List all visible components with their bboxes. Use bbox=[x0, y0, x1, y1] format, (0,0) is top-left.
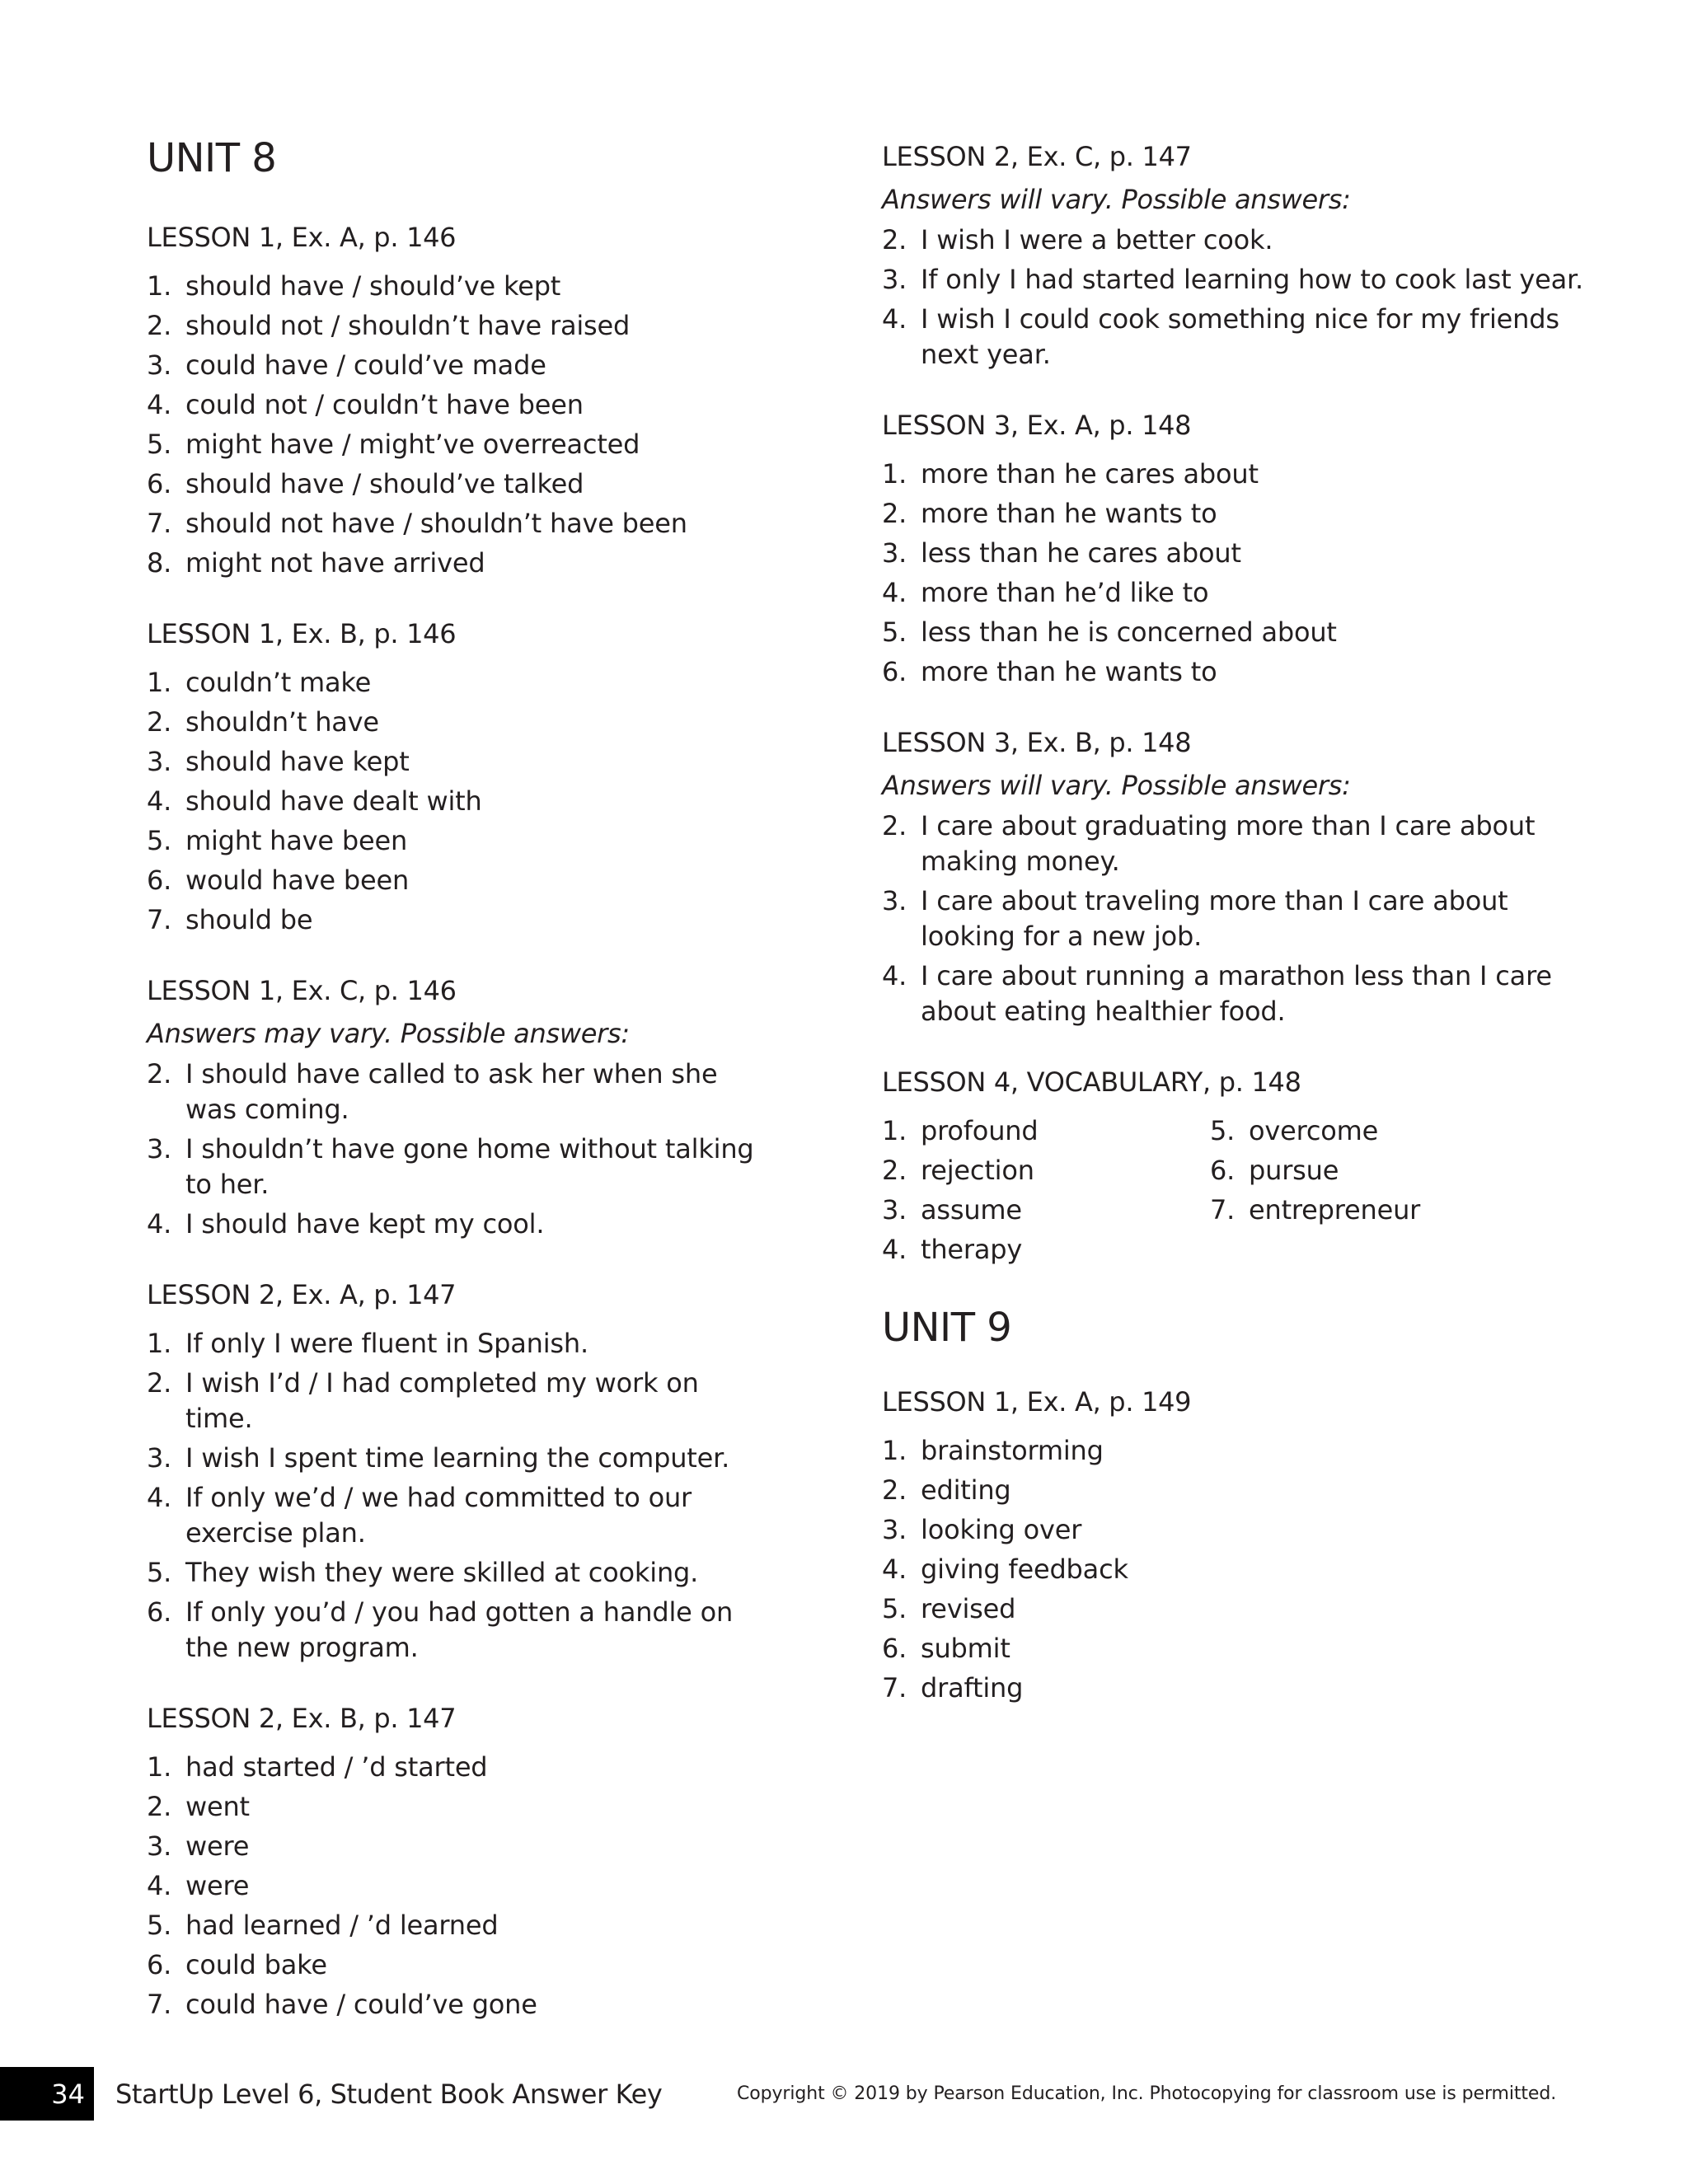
lesson-heading: LESSON 2, Ex. B, p. 147 bbox=[147, 1703, 457, 1734]
item-number: 5. bbox=[882, 1593, 907, 1624]
item-text: might have / might’ve overreacted bbox=[185, 429, 640, 460]
lesson-section bbox=[147, 221, 773, 581]
item-text: therapy bbox=[921, 1234, 1023, 1265]
item-text: drafting bbox=[921, 1672, 1024, 1704]
lesson-heading: LESSON 1, Ex. A, p. 149 bbox=[882, 1386, 1192, 1418]
item-text: I shouldn’t have gone home without talking to her. bbox=[185, 1133, 754, 1200]
answer-item bbox=[882, 1153, 1210, 1188]
answer-item bbox=[147, 784, 773, 819]
item-text: rejection bbox=[921, 1155, 1034, 1186]
unit-9-title: UNIT 9 bbox=[882, 1305, 1012, 1351]
answer-item bbox=[882, 1232, 1210, 1268]
item-number: 6. bbox=[1210, 1155, 1236, 1186]
answer-item bbox=[882, 808, 1607, 879]
page-number: 34 bbox=[0, 2067, 94, 2121]
item-number: 4. bbox=[147, 1208, 172, 1240]
answer-item bbox=[147, 1441, 773, 1476]
answer-item bbox=[147, 546, 773, 581]
answer-item bbox=[147, 1868, 773, 1904]
item-number: 4. bbox=[147, 1870, 172, 1901]
item-number: 5. bbox=[147, 1557, 172, 1588]
item-number: 3. bbox=[882, 885, 907, 916]
item-text: I wish I could cook something nice for my friends next year. bbox=[921, 303, 1559, 370]
answer-item bbox=[147, 863, 773, 898]
left-column bbox=[147, 135, 773, 2059]
answer-item bbox=[882, 1473, 1607, 1508]
vocabulary-columns bbox=[882, 1113, 1607, 1272]
item-number: 7. bbox=[882, 1672, 907, 1704]
answer-item bbox=[147, 1908, 773, 1943]
answer-item bbox=[882, 883, 1607, 954]
item-number: 2. bbox=[147, 1791, 172, 1822]
item-text: should have kept bbox=[185, 746, 410, 777]
item-number: 7. bbox=[147, 904, 172, 935]
item-text: might have been bbox=[185, 825, 408, 856]
item-number: 7. bbox=[147, 508, 172, 539]
item-text: could bake bbox=[185, 1949, 327, 1980]
answer-list bbox=[147, 665, 773, 938]
answer-item bbox=[147, 308, 773, 344]
item-text: giving feedback bbox=[921, 1554, 1128, 1585]
lesson-section bbox=[882, 1385, 1607, 1706]
answer-item bbox=[147, 1750, 773, 1785]
answer-item bbox=[882, 1512, 1607, 1548]
item-number: 2. bbox=[882, 810, 907, 841]
book-title: StartUp Level 6, Student Book Answer Key bbox=[115, 2078, 663, 2110]
answer-item bbox=[147, 744, 773, 780]
item-number: 5. bbox=[147, 1910, 172, 1941]
answer-item bbox=[882, 536, 1607, 571]
answer-item bbox=[147, 1595, 773, 1666]
item-text: more than he cares about bbox=[921, 458, 1259, 490]
item-text: assume bbox=[921, 1194, 1022, 1226]
page-footer bbox=[0, 2067, 1688, 2121]
item-text: If only we’d / we had committed to our exercise plan. bbox=[185, 1482, 692, 1549]
item-number: 7. bbox=[147, 1989, 172, 2020]
item-number: 1. bbox=[147, 1751, 172, 1783]
answer-item bbox=[882, 1671, 1607, 1706]
item-number: 2. bbox=[147, 1058, 172, 1090]
vocabulary-section bbox=[882, 1066, 1607, 1272]
answer-item bbox=[147, 1207, 773, 1242]
item-number: 5. bbox=[1210, 1115, 1236, 1146]
lesson-heading: LESSON 1, Ex. B, p. 146 bbox=[147, 618, 457, 649]
answer-item bbox=[147, 1555, 773, 1591]
item-number: 3. bbox=[147, 1442, 172, 1474]
item-number: 3. bbox=[882, 264, 907, 295]
vocabulary-list-col2 bbox=[1210, 1113, 1538, 1272]
answer-item bbox=[147, 1132, 773, 1202]
item-text: could have / could’ve gone bbox=[185, 1989, 537, 2020]
lesson-section bbox=[147, 617, 773, 938]
item-text: were bbox=[185, 1830, 250, 1862]
answer-list bbox=[147, 269, 773, 581]
item-number: 4. bbox=[882, 1554, 907, 1585]
item-number: 3. bbox=[882, 1514, 907, 1545]
item-text: I wish I’d / I had completed my work on time. bbox=[185, 1367, 699, 1434]
item-text: might not have arrived bbox=[185, 547, 485, 579]
item-number: 6. bbox=[147, 1596, 172, 1628]
answer-item bbox=[882, 1433, 1607, 1469]
item-text: could not / couldn’t have been bbox=[185, 389, 584, 420]
item-text: should have / should’ve talked bbox=[185, 468, 584, 499]
item-text: They wish they were skilled at cooking. bbox=[185, 1557, 699, 1588]
item-number: 6. bbox=[147, 865, 172, 896]
lesson-heading: LESSON 2, Ex. A, p. 147 bbox=[147, 1279, 457, 1310]
answer-list bbox=[882, 1433, 1607, 1706]
answer-item bbox=[147, 902, 773, 938]
answer-item bbox=[147, 1789, 773, 1825]
item-text: brainstorming bbox=[921, 1435, 1104, 1466]
answer-item bbox=[882, 496, 1607, 532]
item-text: had learned / ’d learned bbox=[185, 1910, 499, 1941]
lesson-section bbox=[882, 140, 1607, 373]
lesson-section bbox=[882, 409, 1607, 690]
lesson-heading: LESSON 3, Ex. B, p. 148 bbox=[882, 727, 1192, 758]
answer-item bbox=[1210, 1113, 1538, 1149]
answer-item bbox=[882, 1113, 1210, 1149]
item-number: 4. bbox=[147, 389, 172, 420]
lesson-heading: LESSON 1, Ex. C, p. 146 bbox=[147, 975, 457, 1006]
answer-note: Answers will vary. Possible answers: bbox=[882, 770, 1351, 801]
answer-item bbox=[1210, 1193, 1538, 1228]
answer-item bbox=[882, 457, 1607, 492]
item-number: 1. bbox=[147, 270, 172, 302]
item-text: revised bbox=[921, 1593, 1016, 1624]
item-text: were bbox=[185, 1870, 250, 1901]
right-column bbox=[882, 140, 1607, 1742]
lesson-section bbox=[147, 1278, 773, 1666]
item-text: I should have called to ask her when she was coming. bbox=[185, 1058, 718, 1125]
item-text: less than he cares about bbox=[921, 537, 1241, 569]
answer-item bbox=[882, 1591, 1607, 1627]
item-text: went bbox=[185, 1791, 250, 1822]
item-text: more than he’d like to bbox=[921, 577, 1209, 608]
item-text: I care about running a marathon less than I care about eating healthier food. bbox=[921, 960, 1552, 1027]
answer-item bbox=[147, 1947, 773, 1983]
item-text: If only I had started learning how to cook last year. bbox=[921, 264, 1584, 295]
item-number: 4. bbox=[147, 785, 172, 817]
item-number: 1. bbox=[882, 458, 907, 490]
item-number: 1. bbox=[882, 1435, 907, 1466]
answer-item bbox=[882, 1631, 1607, 1666]
item-text: submit bbox=[921, 1633, 1010, 1664]
item-number: 2. bbox=[882, 498, 907, 529]
answer-item bbox=[882, 1193, 1210, 1228]
item-text: had started / ’d started bbox=[185, 1751, 488, 1783]
answer-item bbox=[147, 348, 773, 383]
answer-list bbox=[882, 223, 1607, 373]
item-number: 2. bbox=[147, 1367, 172, 1399]
lesson-section bbox=[147, 974, 773, 1242]
item-number: 3. bbox=[147, 349, 172, 381]
answer-item bbox=[147, 466, 773, 502]
item-number: 4. bbox=[147, 1482, 172, 1513]
answer-item bbox=[882, 223, 1607, 258]
lesson-heading: LESSON 3, Ex. A, p. 148 bbox=[882, 410, 1192, 441]
item-number: 2. bbox=[882, 1474, 907, 1506]
answer-list bbox=[147, 1750, 773, 2022]
item-number: 4. bbox=[882, 577, 907, 608]
item-text: profound bbox=[921, 1115, 1039, 1146]
item-text: would have been bbox=[185, 865, 410, 896]
vocabulary-list-col1 bbox=[882, 1113, 1210, 1272]
answer-item bbox=[147, 823, 773, 859]
item-text: If only you’d / you had gotten a handle on the new program. bbox=[185, 1596, 734, 1663]
item-number: 2. bbox=[147, 310, 172, 341]
item-number: 6. bbox=[147, 1949, 172, 1980]
item-number: 4. bbox=[882, 303, 907, 335]
answer-item bbox=[147, 1829, 773, 1864]
answer-item bbox=[147, 506, 773, 541]
item-number: 5. bbox=[147, 429, 172, 460]
item-number: 3. bbox=[147, 1830, 172, 1862]
item-text: entrepreneur bbox=[1249, 1194, 1421, 1226]
unit-8-title: UNIT 8 bbox=[147, 135, 277, 181]
item-text: should not have / shouldn’t have been bbox=[185, 508, 687, 539]
answer-item bbox=[147, 1057, 773, 1127]
item-text: If only I were fluent in Spanish. bbox=[185, 1328, 588, 1359]
lesson-section bbox=[147, 1702, 773, 2022]
answer-list bbox=[882, 457, 1607, 690]
item-number: 2. bbox=[882, 1155, 907, 1186]
copyright-notice: Copyright © 2019 by Pearson Education, Inc. Photocopying for classroom use is permitted. bbox=[737, 2083, 1557, 2104]
item-number: 5. bbox=[882, 616, 907, 648]
item-text: could have / could’ve made bbox=[185, 349, 546, 381]
answer-item bbox=[147, 1366, 773, 1436]
item-text: shouldn’t have bbox=[185, 706, 379, 738]
item-text: I should have kept my cool. bbox=[185, 1208, 545, 1240]
answer-item bbox=[882, 654, 1607, 690]
item-text: editing bbox=[921, 1474, 1011, 1506]
answer-list bbox=[147, 1326, 773, 1666]
item-text: I wish I were a better cook. bbox=[921, 224, 1273, 255]
answer-item bbox=[147, 1326, 773, 1361]
answer-item bbox=[1210, 1153, 1538, 1188]
item-text: I wish I spent time learning the computer. bbox=[185, 1442, 730, 1474]
answer-item bbox=[147, 705, 773, 740]
item-number: 3. bbox=[147, 746, 172, 777]
lesson-section bbox=[882, 726, 1607, 1029]
answer-item bbox=[882, 958, 1607, 1029]
item-text: overcome bbox=[1249, 1115, 1379, 1146]
item-number: 6. bbox=[147, 468, 172, 499]
answer-item bbox=[882, 302, 1607, 373]
answer-item bbox=[147, 427, 773, 462]
lesson-heading: LESSON 2, Ex. C, p. 147 bbox=[882, 141, 1192, 172]
answer-list bbox=[147, 1057, 773, 1242]
right-sections bbox=[882, 140, 1607, 1029]
item-text: I care about graduating more than I care about making money. bbox=[921, 810, 1536, 877]
item-text: more than he wants to bbox=[921, 656, 1217, 687]
item-number: 5. bbox=[147, 825, 172, 856]
item-number: 6. bbox=[882, 656, 907, 687]
answer-note: Answers will vary. Possible answers: bbox=[882, 184, 1351, 215]
answer-item bbox=[147, 665, 773, 701]
answer-list bbox=[882, 808, 1607, 1029]
item-number: 4. bbox=[882, 1234, 907, 1265]
item-text: I care about traveling more than I care about looking for a new job. bbox=[921, 885, 1508, 952]
item-number: 4. bbox=[882, 960, 907, 991]
item-number: 2. bbox=[882, 224, 907, 255]
unit-9-sections bbox=[882, 1385, 1607, 1706]
answer-item bbox=[882, 1552, 1607, 1587]
answer-item bbox=[882, 262, 1607, 298]
item-number: 3. bbox=[147, 1133, 172, 1165]
item-text: couldn’t make bbox=[185, 667, 372, 698]
answer-item bbox=[882, 615, 1607, 650]
item-text: should not / shouldn’t have raised bbox=[185, 310, 631, 341]
answer-item bbox=[147, 1480, 773, 1551]
left-sections bbox=[147, 221, 773, 2022]
item-number: 1. bbox=[882, 1115, 907, 1146]
answer-item bbox=[882, 575, 1607, 611]
item-text: more than he wants to bbox=[921, 498, 1217, 529]
item-number: 7. bbox=[1210, 1194, 1236, 1226]
answer-item bbox=[147, 269, 773, 304]
item-text: should have / should’ve kept bbox=[185, 270, 561, 302]
answer-item bbox=[147, 387, 773, 423]
item-text: should have dealt with bbox=[185, 785, 482, 817]
item-text: should be bbox=[185, 904, 313, 935]
item-number: 1. bbox=[147, 667, 172, 698]
item-number: 1. bbox=[147, 1328, 172, 1359]
item-text: less than he is concerned about bbox=[921, 616, 1337, 648]
item-number: 3. bbox=[882, 1194, 907, 1226]
item-text: pursue bbox=[1249, 1155, 1339, 1186]
lesson-heading: LESSON 1, Ex. A, p. 146 bbox=[147, 222, 457, 253]
item-text: looking over bbox=[921, 1514, 1082, 1545]
lesson-heading: LESSON 4, VOCABULARY, p. 148 bbox=[882, 1066, 1301, 1098]
item-number: 2. bbox=[147, 706, 172, 738]
item-number: 6. bbox=[882, 1633, 907, 1664]
item-number: 8. bbox=[147, 547, 172, 579]
item-number: 3. bbox=[882, 537, 907, 569]
answer-item bbox=[147, 1987, 773, 2022]
answer-note: Answers may vary. Possible answers: bbox=[147, 1018, 630, 1049]
